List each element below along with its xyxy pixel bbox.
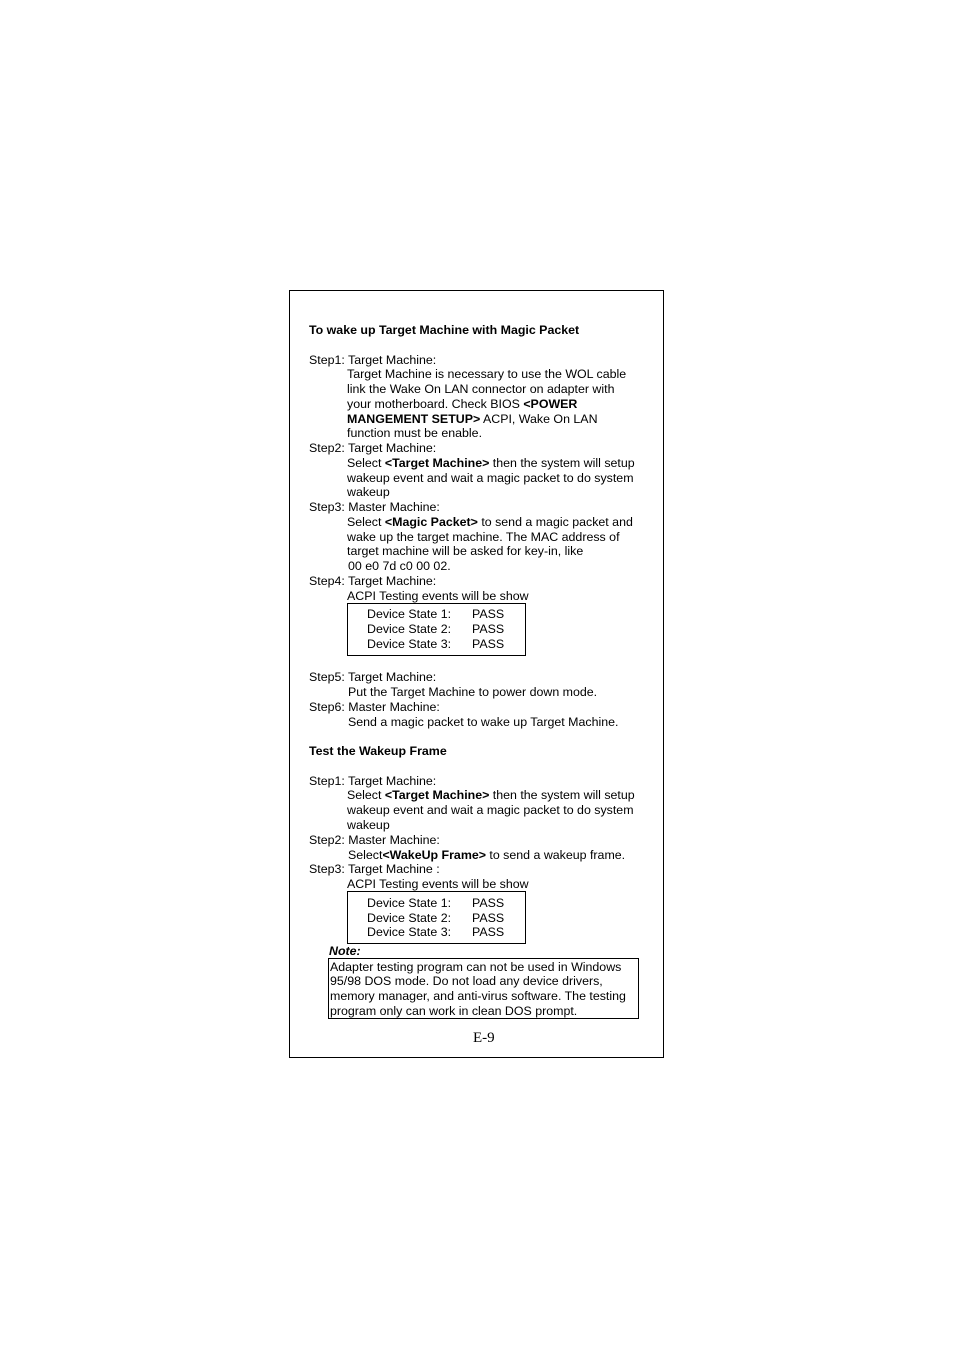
device-state-result: PASS bbox=[472, 637, 505, 651]
step-label: Step5: Target Machine: bbox=[309, 670, 437, 684]
device-state-label: Device State 1: bbox=[367, 607, 452, 621]
step-text: wakeup event and wait a magic packet to do system bbox=[347, 803, 634, 817]
step-text-part: then the system will setup bbox=[489, 456, 635, 470]
device-state-result: PASS bbox=[472, 607, 505, 621]
device-state-label: Device State 3: bbox=[367, 925, 452, 939]
device-state-result: PASS bbox=[472, 896, 505, 910]
step-text-part: Select bbox=[347, 788, 385, 802]
step-text bbox=[347, 515, 633, 530]
step-text: link the Wake On LAN connector on adapter with bbox=[347, 382, 615, 396]
step-text-part: Select bbox=[347, 515, 385, 529]
mac-address: 00 e0 7d c0 00 02. bbox=[348, 559, 451, 573]
step-text-part: to send a wakeup frame. bbox=[485, 848, 626, 862]
step-text: Target Machine is necessary to use the WOL cable bbox=[347, 367, 627, 381]
step-label: Step1: Target Machine: bbox=[309, 353, 437, 367]
menu-option-name: <Magic Packet> bbox=[384, 515, 478, 529]
step-text: wakeup bbox=[347, 485, 390, 499]
bios-menu-name: MANGEMENT SETUP> bbox=[347, 412, 481, 426]
step-text: Send a magic packet to wake up Target Machine. bbox=[348, 715, 619, 729]
device-state-result: PASS bbox=[472, 911, 505, 925]
menu-option-name: <Target Machine> bbox=[384, 456, 490, 470]
bios-menu-name: <POWER bbox=[523, 397, 578, 411]
step-text bbox=[347, 788, 635, 803]
note-text: 95/98 DOS mode. Do not load any device drivers, bbox=[330, 974, 603, 988]
step-text: target machine will be asked for key-in, like bbox=[347, 544, 584, 558]
step-label: Step1: Target Machine: bbox=[309, 774, 437, 788]
step-label: Step6: Master Machine: bbox=[309, 700, 440, 714]
section-heading: Test the Wakeup Frame bbox=[309, 744, 447, 758]
device-state-label: Device State 2: bbox=[367, 911, 452, 925]
device-state-label: Device State 1: bbox=[367, 896, 452, 910]
note-text: program only can work in clean DOS prompt. bbox=[330, 1004, 578, 1018]
menu-option-name: <Target Machine> bbox=[384, 788, 490, 802]
step-text: wakeup bbox=[347, 818, 390, 832]
note-text: memory manager, and anti-virus software. The testing bbox=[330, 989, 626, 1003]
step-text-part: then the system will setup bbox=[489, 788, 635, 802]
step-text: wake up the target machine. The MAC address of bbox=[347, 530, 620, 544]
step-label: Step2: Target Machine: bbox=[309, 441, 437, 455]
step-label: Step2: Master Machine: bbox=[309, 833, 440, 847]
step-text bbox=[348, 848, 625, 863]
step-text bbox=[347, 456, 635, 471]
step-text bbox=[347, 412, 598, 427]
step-text: Put the Target Machine to power down mode. bbox=[348, 685, 598, 699]
note-text: Adapter testing program can not be used in Windows bbox=[330, 960, 622, 974]
step-text bbox=[347, 397, 577, 412]
step-text: wakeup event and wait a magic packet to do system bbox=[347, 471, 634, 485]
step-text: ACPI Testing events will be show bbox=[347, 589, 529, 603]
step-label: Step3: Target Machine : bbox=[309, 862, 440, 876]
device-state-result: PASS bbox=[472, 925, 505, 939]
section-heading: To wake up Target Machine with Magic Packet bbox=[309, 323, 580, 337]
step-text-part: to send a magic packet and bbox=[477, 515, 633, 529]
step-text-part: your motherboard. Check BIOS bbox=[347, 397, 524, 411]
step-text: ACPI Testing events will be show bbox=[347, 877, 529, 891]
step-text-part: Select bbox=[347, 456, 385, 470]
page-number: E-9 bbox=[473, 1030, 495, 1046]
note-label: Note: bbox=[329, 944, 361, 958]
step-text-part: ACPI, Wake On LAN bbox=[480, 412, 598, 426]
device-state-label: Device State 2: bbox=[367, 622, 452, 636]
step-text-part: Select bbox=[348, 848, 383, 862]
step-text: function must be enable. bbox=[347, 426, 483, 440]
step-label: Step3: Master Machine: bbox=[309, 500, 440, 514]
step-label: Step4: Target Machine: bbox=[309, 574, 437, 588]
menu-option-name: <WakeUp Frame> bbox=[382, 848, 486, 862]
device-state-label: Device State 3: bbox=[367, 637, 452, 651]
device-state-result: PASS bbox=[472, 622, 505, 636]
